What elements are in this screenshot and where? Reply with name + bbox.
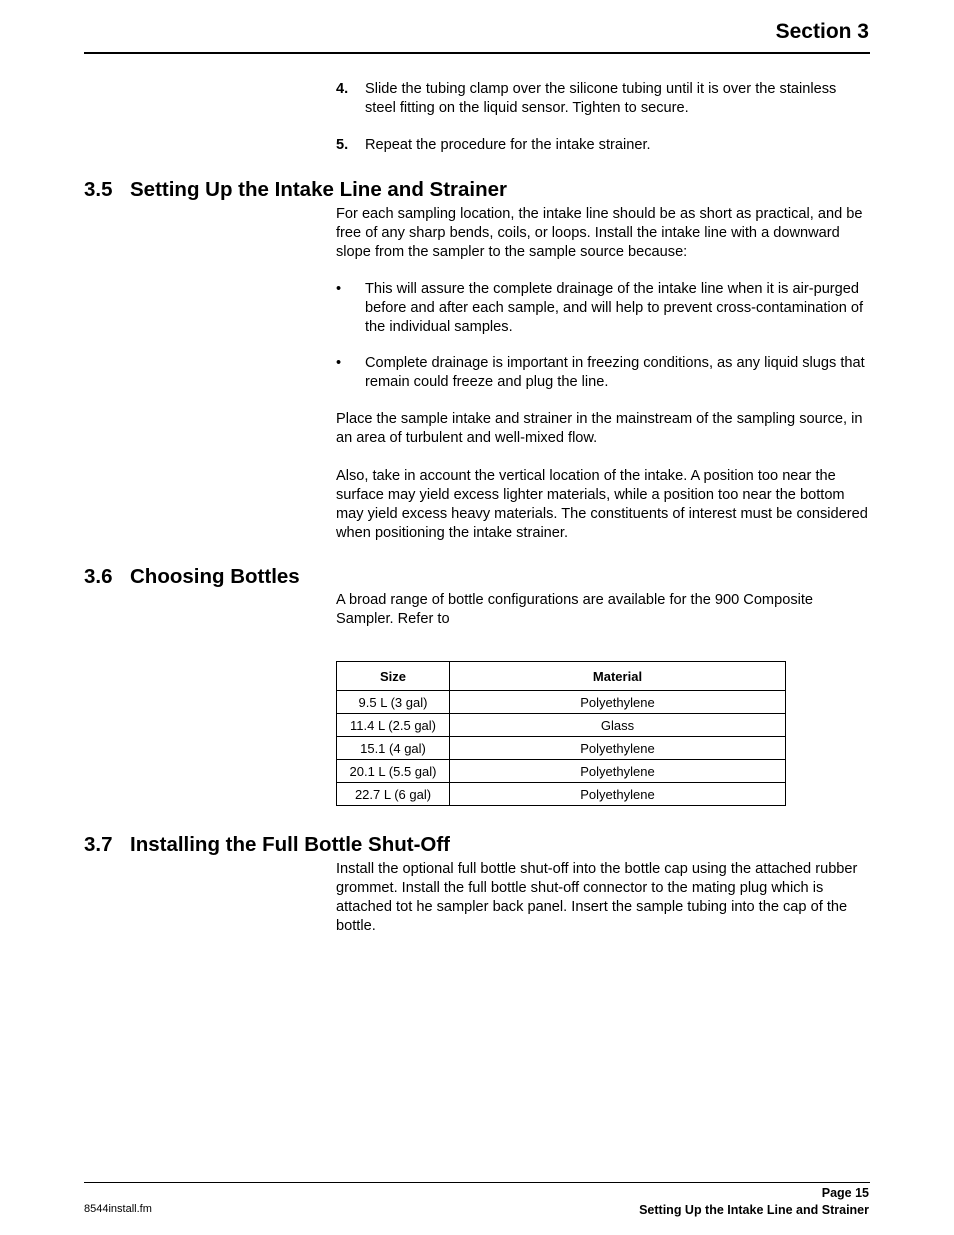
bullet-icon: •: [336, 355, 342, 371]
size-cell: 9.5 L (3 gal): [337, 691, 450, 714]
heading-title: Choosing Bottles: [130, 565, 300, 588]
page-number: Page 15: [821, 1186, 869, 1200]
footer-info: [639, 1185, 869, 1219]
table-row: [337, 737, 786, 760]
size-cell: 22.7 L (6 gal): [337, 783, 450, 806]
section-header: Section 3: [775, 20, 869, 43]
intake-intro: For each sampling location, the intake line should be as short as practical, and be free of any sharp bends, coils, or loops. Install the intake line with a downward slope from the sampler to the sample source because:: [336, 206, 863, 260]
heading-number: 3.6: [84, 565, 113, 588]
bullet-freezing: [336, 354, 871, 392]
bullet-drainage: [336, 280, 871, 337]
heading-3-5: [84, 178, 507, 202]
placement-paragraph: Place the sample intake and strainer in the mainstream of the sampling source, in an area of turbulent and well-mixed flow.: [336, 411, 863, 446]
table-row: [337, 760, 786, 783]
heading-3-7: [84, 833, 450, 857]
column-header-size: Size: [337, 662, 450, 691]
size-cell: 15.1 (4 gal): [337, 737, 450, 760]
step-4: [336, 80, 871, 118]
size-cell: 20.1 L (5.5 gal): [337, 760, 450, 783]
step-number: 4.: [336, 81, 349, 97]
table-header-row: [337, 662, 786, 691]
column-header-material: Material: [450, 662, 786, 691]
size-cell: 11.4 L (2.5 gal): [337, 714, 450, 737]
shutoff-paragraph: Install the optional full bottle shut-off into the bottle cap using the attached rubber grommet. Install the full bottle shut-off connector to the mating plug which is attached tot he sampler back panel. Insert the sample tubing into the cap of the bottle.: [336, 861, 858, 934]
footer-filename: 8544install.fm: [84, 1203, 152, 1215]
footer-rule: [84, 1182, 870, 1183]
material-cell: Polyethylene: [450, 737, 786, 760]
step-5: [336, 136, 871, 155]
table-row: [337, 714, 786, 737]
heading-number: 3.7: [84, 833, 113, 856]
vertical-location-paragraph: Also, take in account the vertical location of the intake. A position too near the surface may yield excess lighter materials, while a position too near the bottom may yield excess heavy materials. The constituents of interest must be considered when positioning the intake strainer.: [336, 468, 868, 541]
heading-title: Installing the Full Bottle Shut-Off: [130, 833, 450, 856]
heading-number: 3.5: [84, 178, 113, 201]
material-cell: Glass: [450, 714, 786, 737]
heading-title: Setting Up the Intake Line and Strainer: [130, 178, 508, 201]
material-cell: Polyethylene: [450, 760, 786, 783]
bullet-text: Complete drainage is important in freezing conditions, as any liquid slugs that remain could freeze and plug the line.: [365, 355, 865, 390]
material-cell: Polyethylene: [450, 783, 786, 806]
table-row: [337, 783, 786, 806]
bullet-icon: •: [336, 281, 342, 297]
bullet-text: This will assure the complete drainage of the intake line when it is air-purged before and after each sample, and will help to prevent cross-contamination of the individual samples.: [365, 281, 864, 335]
step-text: Slide the tubing clamp over the silicone tubing until it is over the stainless steel fitting on the liquid sensor. Tighten to secure.: [365, 81, 837, 116]
header-rule: [84, 52, 870, 54]
step-number: 5.: [336, 137, 349, 153]
bottle-table: [336, 661, 786, 806]
heading-3-6: [84, 565, 300, 589]
step-text: Repeat the procedure for the intake strainer.: [365, 137, 651, 153]
table-row: [337, 691, 786, 714]
bottles-intro: A broad range of bottle configurations are available for the 900 Composite Sampler. Refer to: [336, 592, 814, 627]
material-cell: Polyethylene: [450, 691, 786, 714]
footer-title: Setting Up the Intake Line and Strainer: [639, 1203, 869, 1217]
